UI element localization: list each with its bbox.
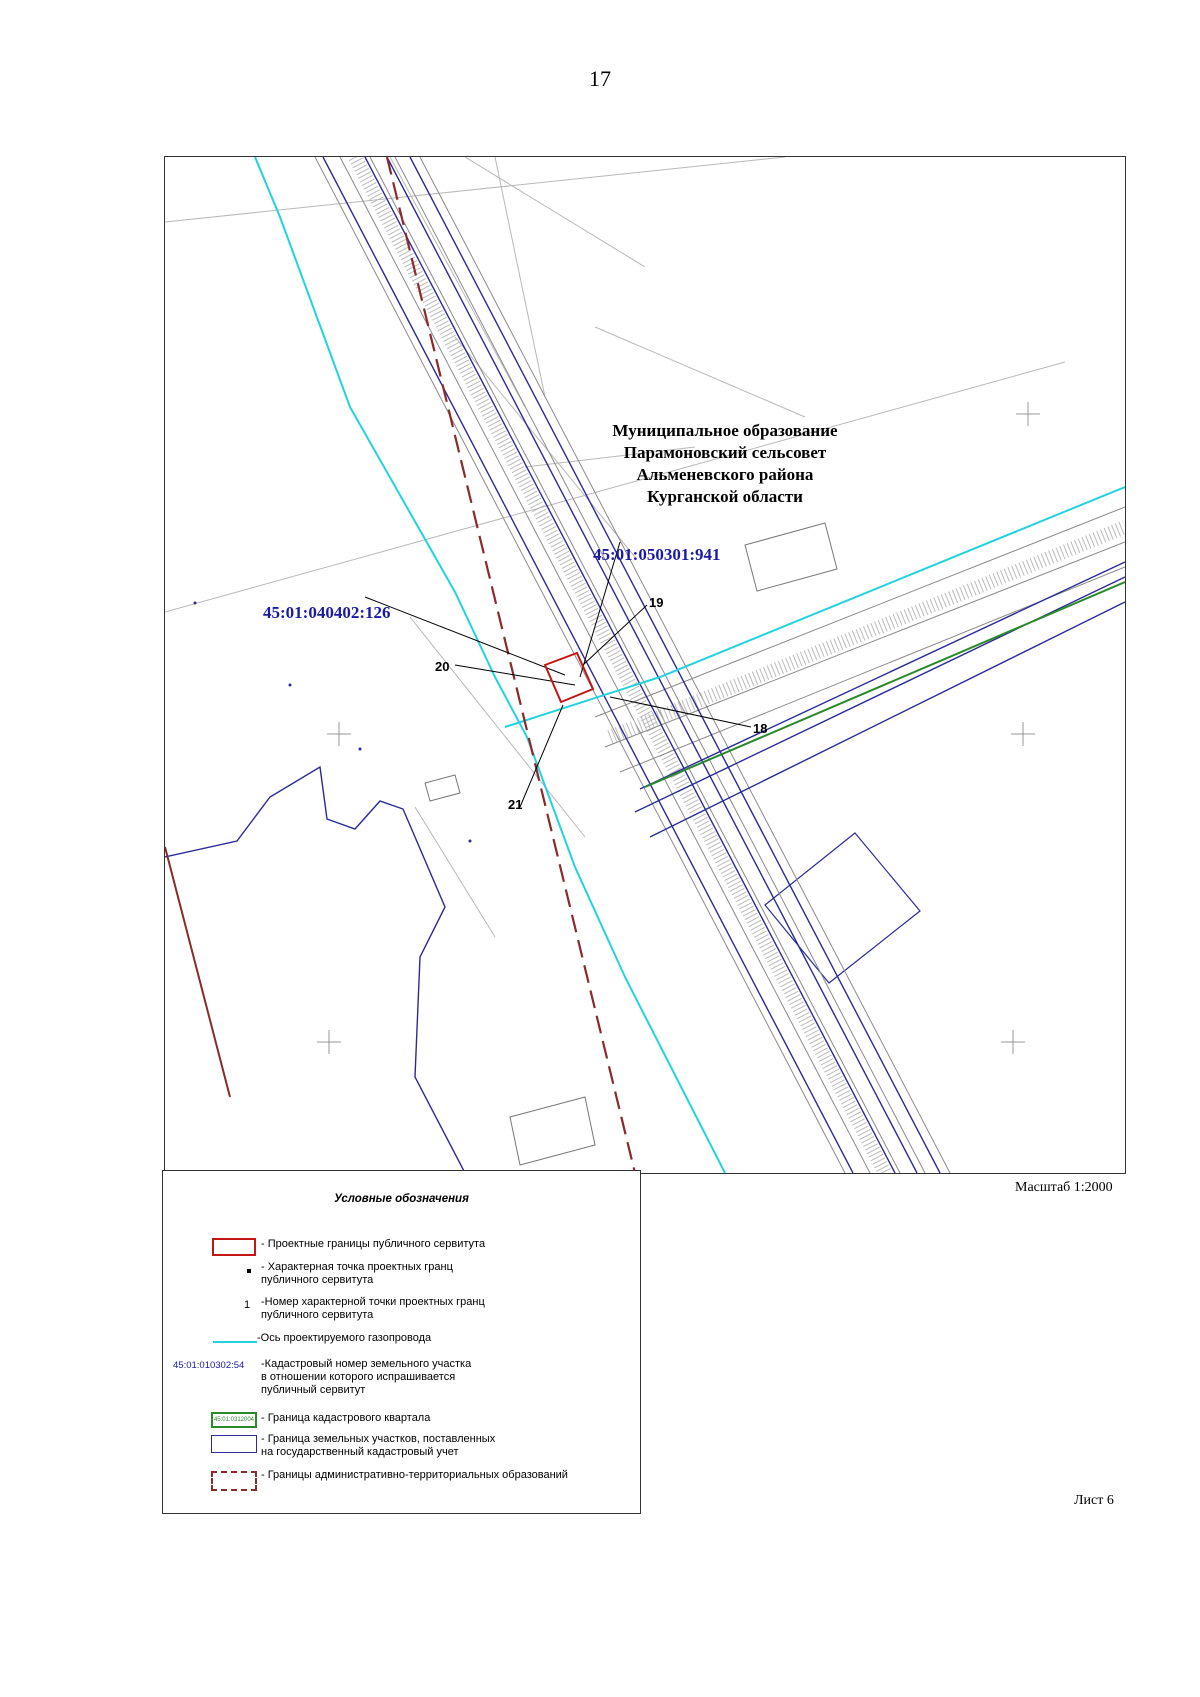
- map-drawing: [165, 157, 1125, 1173]
- cadastral-number-icon: 45:01:010302:54: [173, 1360, 245, 1371]
- legend-text: - Граница кадастрового квартала: [261, 1412, 431, 1424]
- legend-text: - Проектные границы публичного сервитута: [261, 1238, 486, 1250]
- admin-boundary: [387, 157, 635, 1173]
- cadastral-label-941: 45:01:050301:941: [593, 545, 721, 564]
- admin-boundary-west: [165, 847, 230, 1097]
- map-scale: Масштаб 1:2000: [1015, 1180, 1113, 1195]
- municipality-line-1: Муниципальное образование: [612, 421, 838, 440]
- legend: [162, 1170, 641, 1514]
- municipality-line-3: Альменевского района: [636, 465, 814, 484]
- gas-pipeline-branch: [505, 487, 1125, 727]
- green-rect-icon: 45:01:0312004: [169, 1411, 257, 1441]
- municipality-line-4: Курганской области: [647, 487, 803, 506]
- number-icon: 1: [244, 1299, 251, 1311]
- dashed-rect-icon: [169, 1469, 257, 1499]
- legend-text: -Ось проектируемого газопровода: [257, 1332, 432, 1344]
- quarter-boundary: [645, 582, 1125, 787]
- dot-icon: [169, 1261, 257, 1291]
- page-number: 17: [589, 66, 611, 91]
- legend-text: - Характерная точка проектных гранц публичного сервитута: [261, 1261, 453, 1286]
- point-label-21: 21: [508, 797, 523, 812]
- blue-rect-icon: [169, 1433, 257, 1463]
- cadastral-map[interactable]: [164, 156, 1126, 1174]
- point-label-20: 20: [435, 659, 450, 674]
- parcel-rectangle: [765, 833, 920, 983]
- cadastral-label-126: 45:01:040402:126: [263, 603, 391, 622]
- municipality-line-2: Парамоновский сельсовет: [623, 443, 827, 462]
- point-label-18: 18: [753, 721, 768, 736]
- legend-text: - Граница земельных участков, поставленных на государственный кадастровый учет: [261, 1433, 496, 1458]
- legend-text: -Номер характерной точки проектных гранц публичного сервитута: [261, 1296, 485, 1321]
- legend-text: - Границы административно-территориальных образований: [261, 1469, 568, 1481]
- municipality-label: [545, 420, 905, 508]
- point-label-19: 19: [649, 595, 664, 610]
- main-road: [315, 157, 950, 1173]
- legend-title: Условные обозначения: [334, 1193, 469, 1205]
- parcel-boundaries: [165, 157, 1125, 1173]
- sheet-number: Лист 6: [1074, 1493, 1114, 1508]
- legend-text: -Кадастровый номер земельного участка в отношении которого испрашивается публичный сервитут: [261, 1358, 472, 1396]
